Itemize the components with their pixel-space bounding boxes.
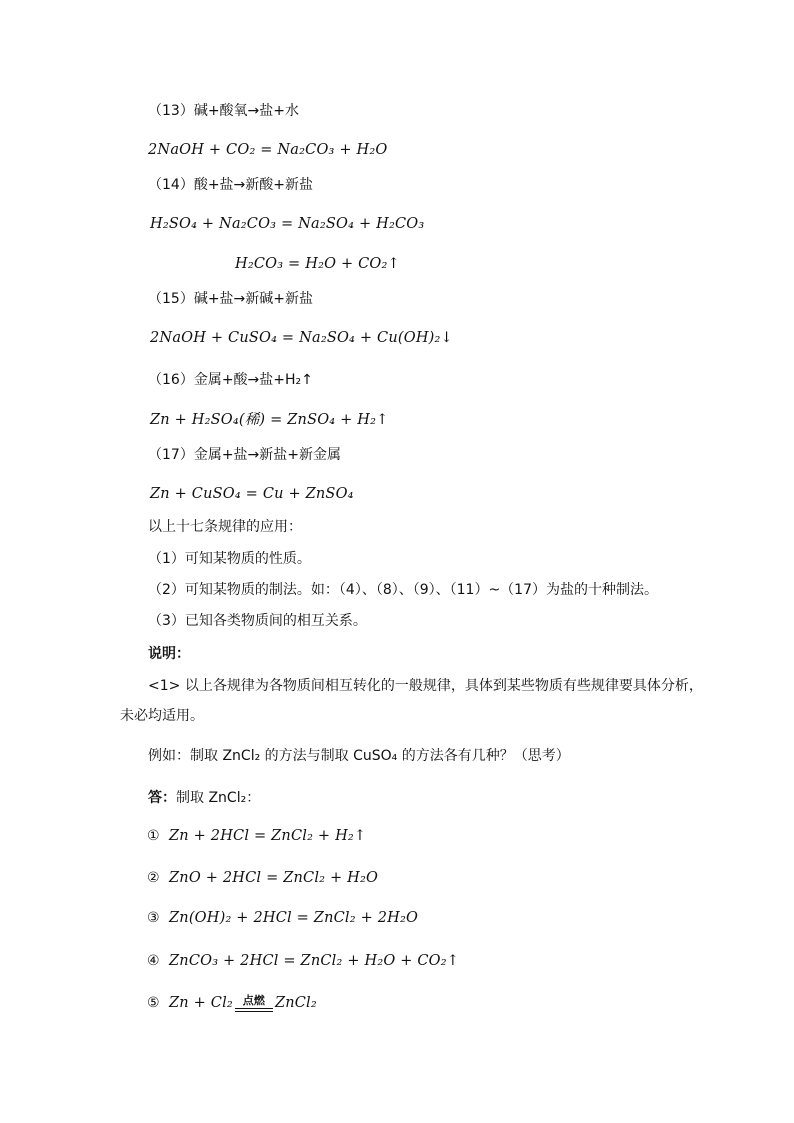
rule-17-heading: （17）金属+盐→新盐+新金属 (148, 447, 342, 463)
method-4-equation: ZnCO₃ + 2HCl = ZnCl₂ + H₂O + CO₂↑ (169, 953, 460, 969)
answer-text: 制取 ZnCl₂： (176, 790, 261, 806)
application-3: （3）已知各类物质间的相互关系。 (148, 613, 367, 629)
equals-bar (235, 1008, 273, 1012)
rule-16-heading: （16）金属+酸→盐+H₂↑ (148, 372, 313, 388)
applications-intro: 以上十七条规律的应用： (148, 519, 302, 535)
method-2-number: ② (147, 870, 160, 886)
reaction-condition-arrow (235, 995, 273, 1012)
method-5 (147, 992, 317, 1014)
method-4 (147, 951, 459, 971)
notes-title: 说明： (148, 646, 190, 662)
method-4-number: ④ (147, 953, 160, 969)
method-2-equation: ZnO + 2HCl = ZnCl₂ + H₂O (169, 870, 379, 886)
note-1-line-b: 未必均适用。 (120, 708, 204, 724)
equation-15: 2NaOH + CuSO₄ = Na₂SO₄ + Cu(OH)₂↓ (150, 330, 453, 346)
reaction-condition: 点燃 (242, 993, 266, 1007)
method-5-left: Zn + Cl₂ (169, 995, 233, 1011)
application-2: （2）可知某物质的制法。如：（4）、（8）、（9）、（11）~（17）为盐的十种制法。 (148, 582, 658, 598)
rule-14-heading: （14）酸+盐→新酸+新盐 (148, 177, 314, 193)
equation-14a: H₂SO₄ + Na₂CO₃ = Na₂SO₄ + H₂CO₃ (150, 216, 425, 232)
rule-13-heading: （13）碱+酸氧→盐+水 (148, 103, 300, 119)
method-5-right: ZnCl₂ (274, 995, 317, 1011)
rule-15-heading: （15）碱+盐→新碱+新盐 (148, 291, 314, 307)
method-1-equation: Zn + 2HCl = ZnCl₂ + H₂↑ (169, 828, 367, 844)
method-1 (147, 826, 366, 846)
answer-line (148, 788, 260, 808)
equation-16: Zn + H₂SO₄(稀) = ZnSO₄ + H₂↑ (150, 412, 389, 428)
equation-14b: H₂CO₃ = H₂O + CO₂↑ (235, 256, 400, 272)
method-1-number: ① (147, 828, 160, 844)
method-3-number: ③ (147, 910, 160, 926)
method-3-equation: Zn(OH)₂ + 2HCl = ZnCl₂ + 2H₂O (169, 910, 419, 926)
application-1: （1）可知某物质的性质。 (148, 551, 311, 567)
method-3 (147, 908, 418, 928)
note-1-line-a: <1> 以上各规律为各物质间相互转化的一般规律，具体到某些物质有些规律要具体分析， (148, 678, 703, 694)
method-5-number: ⑤ (147, 995, 160, 1011)
answer-label: 答： (148, 790, 176, 806)
example-question: 例如：制取 ZnCl₂ 的方法与制取 CuSO₄ 的方法各有几种？（思考） (148, 748, 570, 764)
method-2 (147, 868, 378, 888)
equation-13: 2NaOH + CO₂ = Na₂CO₃ + H₂O (148, 142, 388, 158)
equation-17: Zn + CuSO₄ = Cu + ZnSO₄ (150, 486, 354, 502)
